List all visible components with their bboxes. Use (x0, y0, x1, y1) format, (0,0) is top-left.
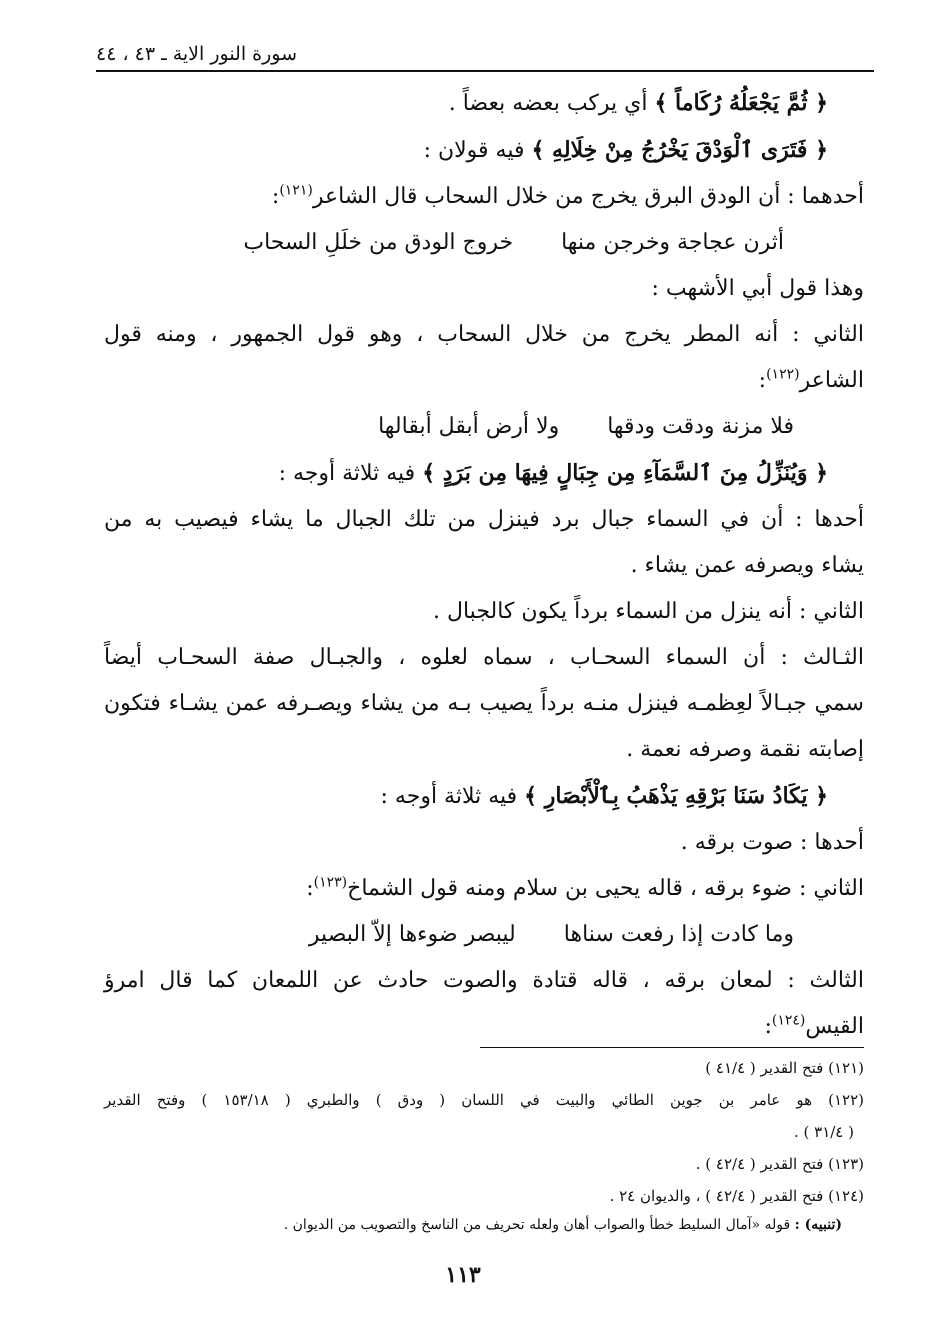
text-line (104, 681, 864, 727)
verse-line (104, 912, 864, 958)
text-line (104, 773, 864, 820)
text-span: أحدهما : أن الودق البرق يخرج من خلال السحاب قال الشاعر (312, 184, 864, 209)
text-line (104, 1004, 864, 1050)
text-line (104, 543, 864, 589)
quran-quote: ﴿ فَتَرَى ٱلْوَدْقَ يَخْرُجُ مِنْ خِلَالِهِ ﴾ (531, 137, 828, 163)
verse-hemistich: ولا أرض أبقل أبقالها (378, 414, 560, 439)
text-span: سمي جبـالاً لعِظمـه فينزل منـه برداً يصيب بـه من يشاء ويصـرفه عمن يشـاء فتكون (104, 691, 864, 716)
header-title: سورة النور الاية ـ ٤٣ ، ٤٤ (96, 43, 298, 65)
text-line (104, 450, 864, 497)
text-span: الثاني : أنه المطر يخرج من خلال السحاب ، وهو قول الجمهور ، ومنه قول (104, 322, 864, 347)
quran-quote: ﴿ يَكَادُ سَنَا بَرْقِهِ يَذْهَبُ بِٱلْأَبْصَارِ ﴾ (524, 783, 828, 809)
text-span: أحدها : صوت برقه . (680, 830, 864, 855)
text-span: الثاني : ضوء برقه ، قاله يحيى بن سلام ومنه قول الشماخ (347, 876, 864, 901)
text-line (104, 820, 864, 866)
verse-hemistich: فلا مزنة ودقت ودقها (607, 414, 794, 439)
verse-hemistich: أثرن عجاجة وخرجن منها (561, 230, 784, 255)
footnote: (١٢٢) هو عامر بن جوين الطائي والبيت في اللسان ( ودق ) والطبري ( ١٥٣/١٨ ) وفتح القدير (104, 1091, 864, 1109)
text-line (104, 727, 864, 773)
text-span: فيه ثلاثة أوجه : (380, 784, 525, 809)
editor-note (104, 1212, 864, 1238)
page-number: ١١٣ (445, 1262, 481, 1288)
verse-hemistich: وما كادت إذا رفعت سناها (563, 922, 794, 947)
text-span: فيه قولان : (423, 138, 532, 163)
footnotes (104, 1052, 864, 1238)
footnote-separator (480, 1047, 864, 1048)
verse-line (104, 404, 864, 450)
text-line (104, 174, 864, 220)
footnote-continuation: ( ٣١/٤ ) . (793, 1123, 854, 1141)
footnote-ref: (١٢٣) (313, 874, 348, 891)
note-label: (تنبيه) : (794, 1217, 842, 1233)
footnote: (١٢١) فتح القدير ( ٤١/٤ ) (705, 1059, 864, 1077)
text-line (104, 958, 864, 1004)
text-span: القيس (805, 1014, 864, 1039)
text-line (104, 312, 864, 358)
quran-quote: ﴿ ثُمَّ يَجْعَلُهُ رُكَاماً ﴾ (654, 90, 828, 116)
note-text: قوله «آمال السليط خطأ والصواب أهان ولعله تحريف من الناسخ والتصويب من الديوان . (283, 1217, 795, 1233)
text-line (104, 266, 864, 312)
footnote-ref: (١٢٢) (766, 366, 800, 383)
text-span: الثاني : أنه ينزل من السماء برداً يكون كالجبال . (433, 599, 864, 624)
text-span: : (306, 876, 314, 901)
text-line (104, 635, 864, 681)
text-span: أي يركب بعضه بعضاً . (448, 91, 655, 116)
verse-line (104, 220, 864, 266)
verse-hemistich: خروج الودق من خلَلِ السحاب (243, 230, 514, 255)
text-line (104, 80, 864, 127)
text-span: وهذا قول أبي الأشهب : (651, 276, 864, 301)
text-span: : (764, 1014, 772, 1039)
footnote-ref: (١٢١) (279, 182, 313, 199)
main-text (104, 80, 864, 1050)
text-span: يشاء ويصرفه عمن يشاء . (630, 553, 864, 578)
text-line (104, 866, 864, 912)
running-header (96, 36, 874, 72)
text-line (104, 127, 864, 174)
text-line (104, 358, 864, 404)
footnote-ref: (١٢٤) (771, 1012, 806, 1029)
text-span: : (758, 368, 767, 393)
text-span: فيه ثلاثة أوجه : (278, 461, 423, 486)
text-line (104, 497, 864, 543)
quran-quote: ﴿ وَيُنَزِّلُ مِنَ ٱلسَّمَآءِ مِن جِبَالٍ فِيهَا مِن بَرَدٍ ﴾ (422, 460, 828, 486)
text-span: الشاعر (799, 368, 864, 393)
text-span: : (271, 184, 280, 209)
text-span: الثـالث : أن السماء السحـاب ، سماه لعلوه ، والجبـال صفة السحـاب أيضاً (104, 645, 864, 670)
text-span: إصابته نقمة وصرفه نعمة . (626, 737, 864, 762)
text-span: الثالث : لمعان برقه ، قاله قتادة والصوت حادث عن اللمعان كما قال امرؤ (104, 968, 864, 993)
text-line (104, 589, 864, 635)
verse-hemistich: ليبصر ضوءها إلاّ البصير (308, 922, 516, 947)
footnote: (١٢٤) فتح القدير ( ٤٢/٤ ) ، والديوان ٢٤ . (609, 1187, 864, 1205)
footnote: (١٢٣) فتح القدير ( ٤٢/٤ ) . (695, 1155, 864, 1173)
text-span: أحدها : أن في السماء جبال برد فينزل من تلك الجبال ما يشاء فيصيب به من (104, 507, 864, 532)
